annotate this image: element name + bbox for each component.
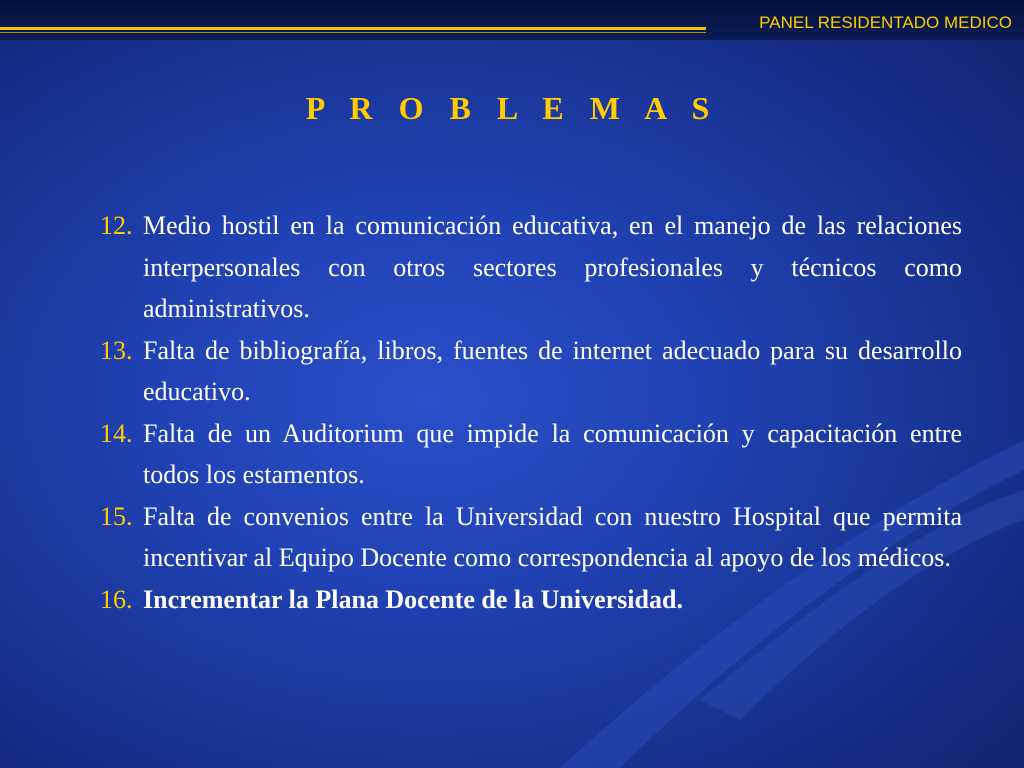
list-item [100, 413, 962, 496]
list-item [100, 579, 962, 621]
item-number: 12. [100, 211, 133, 240]
list-item [100, 205, 962, 330]
item-text: Falta de bibliografía, libros, fuentes de internet adecuado para su desarrollo educativo. [143, 335, 962, 406]
item-number: 13. [100, 335, 133, 365]
item-number: 16. [100, 584, 133, 614]
item-text: Medio hostil en la comunicación educativa, en el manejo de las relaciones interpersonales con otros sectores profesionales y técnicos como administrativos. [143, 211, 962, 323]
item-number: 15. [100, 501, 133, 531]
header-label: PANEL RESIDENTADO MEDICO [759, 13, 1012, 32]
slide-title: P R O B L E M A S [305, 90, 719, 126]
item-text: Falta de convenios entre la Universidad con nuestro Hospital que permita incentivar al Equipo Docente como correspondencia al apoyo de los médicos. [143, 501, 962, 572]
header-divider [0, 27, 706, 30]
list-item [100, 496, 962, 579]
item-number: 14. [100, 418, 133, 448]
item-text: Falta de un Auditorium que impide la comunicación y capacitación entre todos los estamentos. [143, 418, 962, 489]
item-text: Incrementar la Plana Docente de la Universidad. [143, 584, 683, 614]
problem-list [100, 205, 962, 620]
list-item [100, 330, 962, 413]
header-divider-thin [0, 32, 706, 33]
